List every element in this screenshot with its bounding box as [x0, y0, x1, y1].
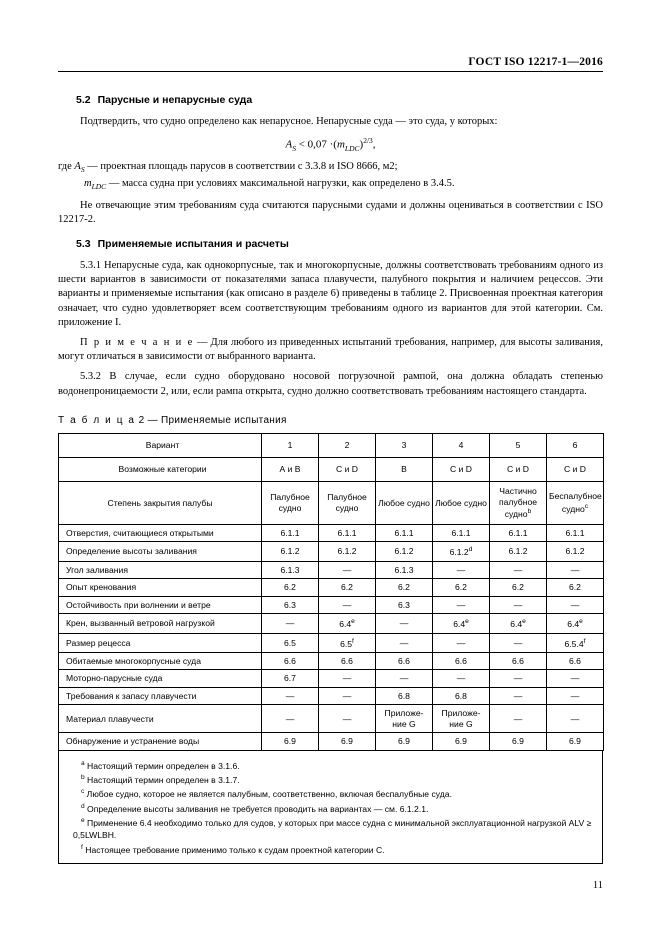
table-row-label: Моторно-парусные суда [59, 670, 262, 688]
table-cell: 6.2 [262, 579, 319, 597]
table-cell: 6.6 [319, 652, 376, 670]
section-number-5-2: 5.2 [76, 94, 91, 106]
table-cell: 6.1.2 [319, 542, 376, 561]
table-row [59, 542, 604, 561]
table-row [59, 614, 604, 633]
footnote-marker: b [81, 774, 85, 782]
table-cell: Частично палубное судно$^b$ [490, 481, 547, 524]
footnote-text: Любое судно, которое не является палубным, соответственно, включая беспалубные суда. [84, 789, 452, 800]
table-row-label: Обитаемые многокорпусные суда [59, 652, 262, 670]
table-cell: Палубное судно [319, 481, 376, 524]
footnote-marker: f [81, 843, 83, 851]
table-header-label: Возможные категории [59, 457, 262, 481]
table-cell: 6.5 [262, 633, 319, 652]
table-cell: Любое судно [433, 481, 490, 524]
table-cell: 6.1.2 [376, 542, 433, 561]
table-cell: — [319, 705, 376, 733]
footnote-marker: e [81, 817, 85, 825]
table-row-label: Опыт кренования [59, 579, 262, 597]
table-cell: 6.8 [376, 687, 433, 705]
page-number: 11 [592, 880, 603, 891]
footnote-item [73, 786, 592, 800]
table-cell: Любое судно [376, 481, 433, 524]
table-row [59, 670, 604, 688]
table-cell: 6.1.1 [433, 524, 490, 542]
note-text: — Для любого из приведенных испытаний требования, например, для высоты заливания, могут отличаться в зависимости от выбранного варианта. [58, 337, 603, 363]
table-cell: 6.9 [319, 733, 376, 751]
table-cell: 6.4e [547, 614, 604, 633]
table-row [59, 687, 604, 705]
paragraph-5-2-closing: Не отвечающие этим требованиям суда считаются парусными судами и должны оцениваться в соответствии с ISO 12217-2. [58, 199, 603, 225]
table-footnotes [58, 751, 603, 864]
table-row-label: Степень закрытия палубы [59, 481, 262, 524]
section-title-5-3: Применяемые испытания и расчеты [97, 238, 289, 251]
footnote-item [73, 815, 592, 842]
table-cell: — [319, 596, 376, 614]
table-cell: 6.3 [262, 596, 319, 614]
paragraph-5-3-1: 5.3.1 Непарусные суда, как однокорпусные, так и многокорпусные, должны соответствовать требованиям одного из шести вариантов в зависимости от показателями запаса плавучести, палубного покрытия и наличием рецессов. Эти варианты и применяемые испытания (как описано в разделе 6) приведены в таблице 2. Присвоенная проектная категория означает, что судно удовлетворяет всем соответствующим требованиям одного из вариантов для этой категории. См. приложение I. [58, 260, 603, 328]
footnote-marker: f [352, 637, 354, 645]
table-cell: 6.8 [433, 687, 490, 705]
table-cell: 6.9 [433, 733, 490, 751]
table-header-cell: С и D [433, 457, 490, 481]
table-cell: 6.2 [319, 579, 376, 597]
table-cell: — [262, 705, 319, 733]
table-cell: Приложе- ние G [433, 705, 490, 733]
table-cell: 6.4e [490, 614, 547, 633]
footnote-marker: a [81, 759, 85, 767]
symbol-as: A [74, 161, 81, 173]
table-cell: 6.6 [433, 652, 490, 670]
definition-line-as: где $A_S$ — проектная площадь парусов в соответствии с 3.3.8 и ISO 8666, м2; [58, 161, 398, 175]
footnote-item [73, 801, 592, 815]
table-caption-number: 2 [138, 414, 145, 426]
table-header-cell: С и D [319, 457, 376, 481]
paragraph-5-2-intro: Подтвердить, что судно определено как непарусное. Непарусные суда — это суда, у которых: [80, 116, 498, 127]
table-header-row [59, 457, 604, 481]
section-heading-5-3 [76, 238, 603, 250]
table-cell: 6.9 [376, 733, 433, 751]
note-label: П р и м е ч а н и е [80, 337, 194, 349]
table-row-label: Угол заливания [59, 561, 262, 579]
table-header-cell: С и D [490, 457, 547, 481]
table-cell: 6.7 [262, 670, 319, 688]
table-cell: 6.9 [490, 733, 547, 751]
table-cell: 6.1.1 [376, 524, 433, 542]
table-header-cell: 5 [490, 433, 547, 457]
table-cell: Беспалубное судно$^c$ [547, 481, 604, 524]
table-cell: 6.1.1 [262, 524, 319, 542]
footnote-marker: e [351, 618, 355, 626]
table-cell: — [319, 670, 376, 688]
footnote-text: Определение высоты заливания не требуется проводить на вариантах — см. 6.1.2.1. [84, 803, 429, 814]
table-row-label: Крен, вызванный ветровой нагрузкой [59, 614, 262, 633]
footnote-marker: c [584, 502, 589, 510]
table-row-label: Обнаружение и устранение воды [59, 733, 262, 751]
table-cell: 6.1.3 [262, 561, 319, 579]
table-header-cell: С и D [547, 457, 604, 481]
table-row-label: Остойчивость при волнении и ветре [59, 596, 262, 614]
footnote-marker: d [81, 802, 85, 810]
table-cell: — [319, 687, 376, 705]
section-title-5-2: Парусные и непарусные суда [97, 94, 253, 106]
table-cell: — [547, 670, 604, 688]
table-cell: — [547, 705, 604, 733]
table-cell: 6.9 [262, 733, 319, 751]
table-header-cell: 4 [433, 433, 490, 457]
footnote-marker: c [81, 788, 85, 796]
table-row [59, 733, 604, 751]
table-row [59, 652, 604, 670]
table-row-label: Материал плавучести [59, 705, 262, 733]
table-cell: Палубное судно [262, 481, 319, 524]
table-cell: — [376, 633, 433, 652]
footnote-marker: f [583, 637, 586, 645]
table-cell: — [490, 705, 547, 733]
table-cell: — [262, 614, 319, 633]
table-cell: 6.1.3 [376, 561, 433, 579]
paragraph-5-3-2: 5.3.2 В случае, если судно оборудовано носовой погрузочной рампой, она должна обладать степенью водонепроницаемости 2, или, если рампа открыта, судно должно соответствовать требованиям настоящего стандарта. [58, 371, 603, 397]
table-cell: 6.6 [547, 652, 604, 670]
table-row [59, 524, 604, 542]
table-cell: — [490, 633, 547, 652]
table-row-label: Отверстия, считающиеся открытыми [59, 524, 262, 542]
symbol-mldc: m [84, 178, 92, 190]
table-cell: — [376, 614, 433, 633]
table-cell: 6.5$^f$ [319, 633, 376, 652]
applicable-tests-table [58, 433, 604, 751]
footnote-item [73, 772, 592, 786]
footnote-marker: d [468, 546, 473, 554]
table-row [59, 561, 604, 579]
table-cell: — [433, 561, 490, 579]
table-row [59, 633, 604, 652]
page-header: ГОСТ ISO 12217-1—2016 [58, 56, 603, 72]
table-cell: 6.5.4$^f$ [547, 633, 604, 652]
table-header-cell: А и В [262, 457, 319, 481]
table-cell: 6.4e [433, 614, 490, 633]
table-cell: 6.6 [376, 652, 433, 670]
table-cell: — [490, 596, 547, 614]
paragraph-note [58, 336, 603, 364]
table-cell: — [547, 596, 604, 614]
formula-sail-area: $A_S < 0,07 \cdot(m_{LDC})^{2/3}$, [285, 136, 376, 154]
table-caption-text: — Применяемые испытания [147, 414, 287, 426]
table-cell: — [433, 670, 490, 688]
table-cell: 6.3 [376, 596, 433, 614]
table-row-label: Размер рецесса [59, 633, 262, 652]
table-cell: — [490, 561, 547, 579]
table-cell: — [433, 633, 490, 652]
footnote-text: Применение 6.4 необходимо только для судов, у которых при массе судна с минимальной эксплуатационной нагрузкой ALV ≥ 0,5LWLBH. [73, 817, 592, 841]
table-header-cell: В [376, 457, 433, 481]
table-header-cell: 2 [319, 433, 376, 457]
table-caption [58, 415, 603, 426]
table-cell: 6.1.1 [547, 524, 604, 542]
section-heading-5-2 [76, 94, 603, 106]
table-header-label: Вариант [59, 433, 262, 457]
table-header-cell: 3 [376, 433, 433, 457]
footnote-item [73, 758, 592, 772]
table-cell: — [262, 687, 319, 705]
table-header-cell: 6 [547, 433, 604, 457]
footnote-marker: e [579, 618, 583, 626]
table-cell: 6.2 [490, 579, 547, 597]
footnote-text: Настоящий термин определен в 3.1.7. [84, 775, 240, 786]
table-cell: — [547, 561, 604, 579]
table-row [59, 705, 604, 733]
table-cell: — [547, 687, 604, 705]
section-number-5-3: 5.3 [76, 238, 91, 251]
table-cell: 6.1.1 [490, 524, 547, 542]
table-cell: 6.2 [547, 579, 604, 597]
footnote-text: Настоящее требование применимо только к судам проектной категории С. [82, 844, 385, 855]
table-cell: 6.6 [490, 652, 547, 670]
table-row-label: Требования к запасу плавучести [59, 687, 262, 705]
table-header-cell: 1 [262, 433, 319, 457]
table-cell: 6.4e [319, 614, 376, 633]
footnote-item [73, 842, 592, 856]
definition-text-as: — проектная площадь парусов в соответствии с 3.3.8 и ISO 8666, м2; [87, 161, 398, 173]
definition-intro: где [58, 161, 72, 173]
footnote-marker: e [465, 618, 469, 626]
table-row-label: Определение высоты заливания [59, 542, 262, 561]
table-cell: 6.2 [376, 579, 433, 597]
table-cell: 6.1.1 [319, 524, 376, 542]
table-cell: 6.2 [433, 579, 490, 597]
table-cell: — [319, 561, 376, 579]
table-cell: 6.1.2 [547, 542, 604, 561]
table-cell: 6.1.2$^d$ [433, 542, 490, 561]
footnote-marker: e [522, 618, 526, 626]
table-row [59, 596, 604, 614]
table-cell: — [376, 670, 433, 688]
table-row-deck-closure [59, 481, 604, 524]
table-row [59, 579, 604, 597]
footnote-text: Настоящий термин определен в 3.1.6. [84, 760, 240, 771]
table-header-row [59, 433, 604, 457]
table-cell: — [490, 670, 547, 688]
table-cell: 6.6 [262, 652, 319, 670]
footnote-marker: b [527, 508, 532, 516]
table-cell: — [433, 596, 490, 614]
table-cell: — [490, 687, 547, 705]
table-cell: 6.9 [547, 733, 604, 751]
definition-text-mldc: — масса судна при условиях максимальной нагрузки, как определено в 3.4.5. [108, 178, 455, 190]
table-cell: 6.1.2 [490, 542, 547, 561]
table-caption-label: Т а б л и ц а [58, 414, 136, 426]
definition-line-mldc: $m_{LDC}$ — масса судна при условиях максимальной нагрузки, как определено в 3.4.5. [84, 178, 455, 192]
table-cell: Приложе- ние G [376, 705, 433, 733]
table-cell: 6.1.2 [262, 542, 319, 561]
